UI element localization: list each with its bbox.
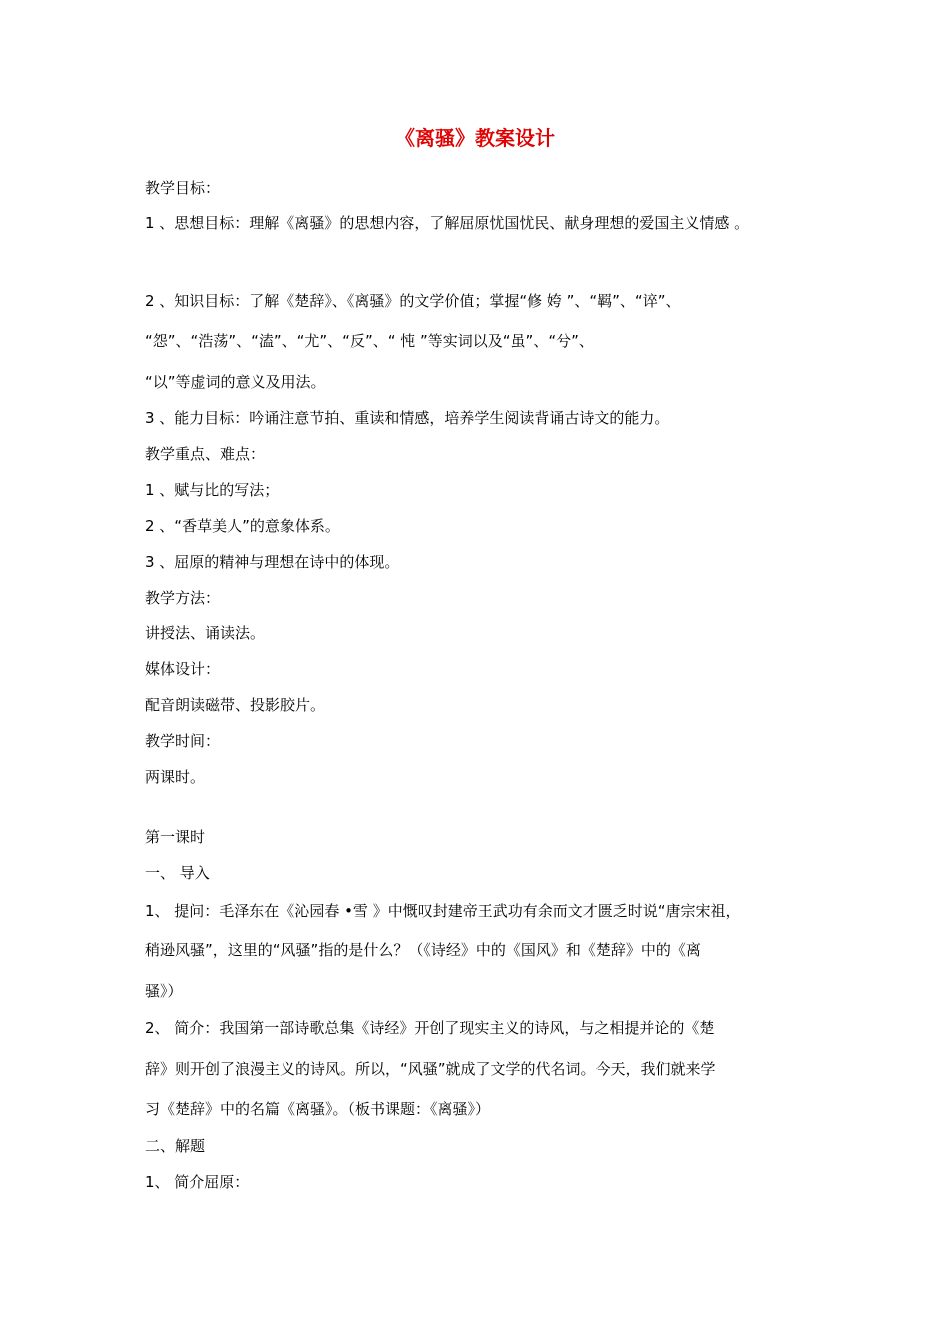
text-line: 骚》）: [145, 982, 183, 1000]
text-line: 二、解题: [145, 1137, 206, 1155]
text-line: 第一课时: [145, 828, 206, 846]
text-line: 1 、思想目标：理解《离骚》的思想内容，了解屈原忧国忧民、献身理想的爱国主义情感 。: [145, 214, 750, 232]
text-line: 媒体设计：: [145, 660, 221, 678]
text-line: 2 、“香草美人”的意象体系。: [145, 517, 340, 535]
text-line: 两课时。: [145, 768, 206, 786]
text-line: 配音朗读磁带、投影胶片。: [145, 696, 326, 714]
text-line: 1、 提问：毛泽东在《沁园春 •雪 》中慨叹封建帝王武功有余而文才匮乏时说“唐宗宋祖，: [145, 902, 741, 920]
text-line: “怨”、“浩荡”、“溘”、“尤”、“反”、“ 忳 ”等实词以及“虽”、“兮”、: [145, 332, 594, 350]
text-line: 教学时间：: [145, 732, 221, 750]
text-line: 教学重点、难点：: [145, 445, 266, 463]
text-line: 教学目标：: [145, 179, 221, 197]
text-line: 习《楚辞》中的名篇《离骚》。（板书课题：《离骚》）: [145, 1100, 491, 1118]
text-line: 2、 简介：我国第一部诗歌总集《诗经》开创了现实主义的诗风，与之相提并论的《楚: [145, 1019, 715, 1037]
text-line: 3 、能力目标：吟诵注意节拍、重读和情感，培养学生阅读背诵古诗文的能力。: [145, 409, 670, 427]
text-line: 辞》则开创了浪漫主义的诗风。所以，“风骚”就成了文学的代名词。今天，我们就来学: [145, 1060, 716, 1078]
text-line: 讲授法、诵读法。: [145, 624, 266, 642]
text-line: 1 、赋与比的写法；: [145, 481, 280, 499]
document-title: 《离骚》教案设计: [395, 126, 555, 150]
text-line: 3 、屈原的精神与理想在诗中的体现。: [145, 553, 400, 571]
text-line: 1、 简介屈原：: [145, 1173, 250, 1191]
text-line: 稍逊风骚”，这里的“风骚”指的是什么？（《诗经》中的《国风》和《楚辞》中的《离: [145, 941, 701, 959]
text-line: 一、 导入: [145, 864, 210, 882]
text-line: “以”等虚词的意义及用法。: [145, 373, 326, 391]
text-line: 2 、知识目标：了解《楚辞》、《离骚》的文学价值；掌握“修 姱 ”、“羁”、“谇”、: [145, 292, 681, 310]
text-line: 教学方法：: [145, 589, 221, 607]
